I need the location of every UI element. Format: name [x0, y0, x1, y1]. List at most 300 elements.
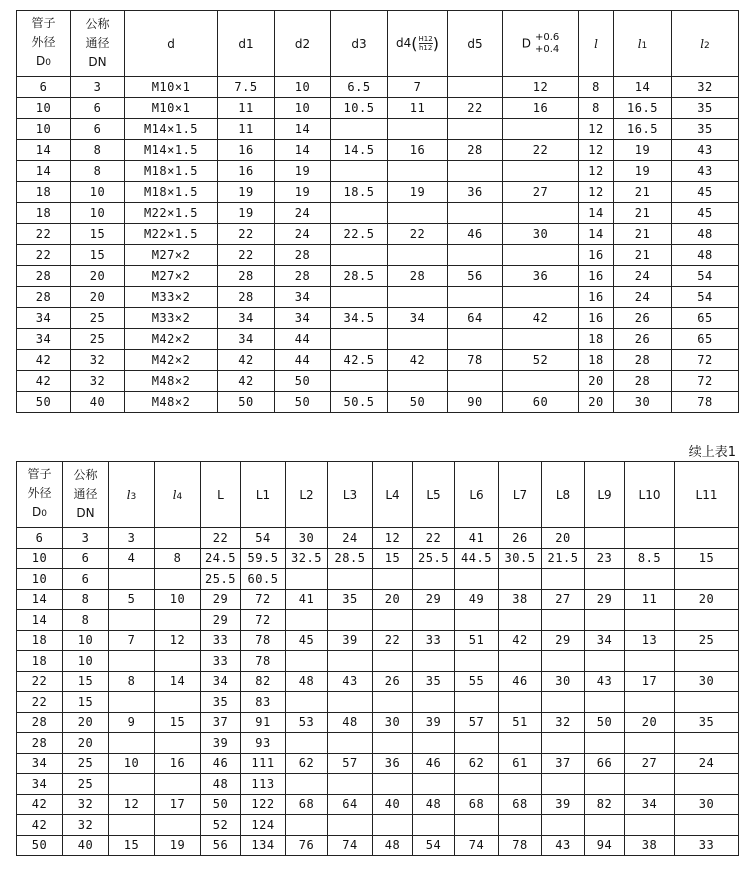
table-cell: 35	[328, 589, 373, 610]
table-cell: 34.5	[331, 308, 388, 329]
table-cell	[675, 651, 739, 672]
table-cell: 18	[579, 350, 614, 371]
table-row	[17, 140, 739, 161]
table-cell	[542, 733, 585, 754]
table-cell: 28	[218, 266, 275, 287]
table-cell: M33×2	[125, 287, 218, 308]
table-cell: 40	[71, 392, 125, 413]
table-cell: 12	[109, 794, 155, 815]
table-cell	[675, 569, 739, 590]
table-cell	[455, 651, 499, 672]
table-cell: 42	[218, 371, 275, 392]
header-nominal-bore	[71, 11, 125, 77]
table-cell: 50	[201, 794, 241, 815]
table-cell: 57	[455, 712, 499, 733]
table-cell	[585, 733, 625, 754]
table-cell	[388, 287, 448, 308]
table-cell: 41	[455, 528, 499, 549]
table-cell: M10×1	[125, 98, 218, 119]
table-cell: 16.5	[614, 98, 672, 119]
table-cell	[675, 774, 739, 795]
table-cell: 22	[503, 140, 579, 161]
table-cell: 24	[275, 224, 331, 245]
d4-tol-upper: H12	[418, 35, 433, 43]
table-cell: 28.5	[328, 548, 373, 569]
table-cell: 14	[579, 203, 614, 224]
table-cell	[109, 651, 155, 672]
table-cell	[455, 692, 499, 713]
table-cell: 36	[448, 182, 503, 203]
table-cell: 29	[542, 630, 585, 651]
table-cell	[585, 528, 625, 549]
table-cell: 16	[503, 98, 579, 119]
table-cell	[503, 203, 579, 224]
table-cell: 29	[201, 610, 241, 631]
table-cell: 42	[388, 350, 448, 371]
table-cell	[675, 692, 739, 713]
table-cell: 60.5	[241, 569, 286, 590]
table-cell	[455, 774, 499, 795]
table-cell: 15	[109, 835, 155, 856]
table-cell: 12	[503, 77, 579, 98]
table-cell: 16	[579, 308, 614, 329]
table-cell: 18.5	[331, 182, 388, 203]
table-cell: 10	[17, 98, 71, 119]
table-cell: 30	[503, 224, 579, 245]
table-cell	[109, 774, 155, 795]
table-cell: 3	[63, 528, 109, 549]
table-cell: 76	[286, 835, 328, 856]
table-cell: 12	[155, 630, 201, 651]
table-cell: 33	[675, 835, 739, 856]
table-cell: 34	[275, 308, 331, 329]
table-cell	[328, 733, 373, 754]
table-cell: 25	[71, 329, 125, 350]
header2-pipe-od-line1: 管子	[27, 467, 52, 481]
table-cell: 32	[672, 77, 739, 98]
table-cell: 10	[155, 589, 201, 610]
table-cell: 15	[675, 548, 739, 569]
table-cell: 22	[17, 245, 71, 266]
table-cell: 18	[579, 329, 614, 350]
table-cell: 8	[579, 98, 614, 119]
d4-tolerance-fraction	[419, 35, 433, 52]
table-cell: 22	[388, 224, 448, 245]
table-cell: 78	[672, 392, 739, 413]
table-cell	[455, 569, 499, 590]
table-cell: 24.5	[201, 548, 241, 569]
table-cell	[328, 692, 373, 713]
table-cell	[625, 733, 675, 754]
table-cell: 29	[201, 589, 241, 610]
table-cell: 48	[373, 835, 413, 856]
header-pipe-od-line1: 管子	[31, 16, 56, 30]
table-cell: 50	[275, 371, 331, 392]
table-cell: 54	[672, 266, 739, 287]
table-cell: 18	[17, 651, 63, 672]
table-cell	[331, 245, 388, 266]
table-cell: 39	[542, 794, 585, 815]
header2-L8: L8	[542, 462, 585, 528]
table-cell	[455, 733, 499, 754]
table-row	[17, 308, 739, 329]
table-row	[17, 712, 739, 733]
table-cell: 68	[499, 794, 542, 815]
table-cell	[625, 651, 675, 672]
table-cell: 16	[579, 245, 614, 266]
table-cell	[448, 161, 503, 182]
table-cell: 14	[155, 671, 201, 692]
table-cell: 24	[614, 287, 672, 308]
paren-close: )	[432, 34, 439, 53]
header2-L7: L7	[499, 462, 542, 528]
table-cell: 28	[17, 287, 71, 308]
table-cell: 12	[579, 119, 614, 140]
header2-L5: L5	[413, 462, 455, 528]
table-cell: 48	[328, 712, 373, 733]
table-cell: 16	[218, 140, 275, 161]
header2-nominal-line3: DN	[76, 506, 95, 520]
table-row	[17, 774, 739, 795]
table-cell: 90	[448, 392, 503, 413]
table-cell	[155, 569, 201, 590]
table-cell: 74	[328, 835, 373, 856]
header-pipe-od-line3	[17, 52, 70, 73]
table-cell: 29	[413, 589, 455, 610]
table-cell: M48×2	[125, 371, 218, 392]
header2-L6: L6	[455, 462, 499, 528]
table-cell	[331, 371, 388, 392]
table-cell: 28	[17, 266, 71, 287]
table-cell: 24	[328, 528, 373, 549]
table-cell: 42	[17, 815, 63, 836]
table-cell: 25.5	[413, 548, 455, 569]
table-cell: M18×1.5	[125, 161, 218, 182]
table-cell	[448, 77, 503, 98]
table-cell: 38	[625, 835, 675, 856]
table-cell: 34	[218, 329, 275, 350]
header-d2: d2	[275, 11, 331, 77]
table-row	[17, 203, 739, 224]
D-tol-upper: +0.6	[534, 31, 560, 43]
table-cell: 39	[201, 733, 241, 754]
table-cell	[373, 733, 413, 754]
table-cell: 34	[17, 308, 71, 329]
header2-L10: L10	[625, 462, 675, 528]
table-cell: 11	[218, 98, 275, 119]
table-cell	[373, 692, 413, 713]
table-cell: 42	[499, 630, 542, 651]
table-cell	[542, 774, 585, 795]
table-cell: 46	[448, 224, 503, 245]
table-cell: 40	[373, 794, 413, 815]
table-cell	[413, 692, 455, 713]
table-cell	[373, 815, 413, 836]
table-cell: 35	[413, 671, 455, 692]
table-cell	[109, 733, 155, 754]
table-cell: 19	[275, 182, 331, 203]
table-cell: 94	[585, 835, 625, 856]
table-row	[17, 651, 739, 672]
table-cell: 30	[542, 671, 585, 692]
table-cell	[373, 610, 413, 631]
table-cell: 14	[17, 610, 63, 631]
table-cell: 41	[286, 589, 328, 610]
table-cell: 14	[579, 224, 614, 245]
table-cell	[625, 569, 675, 590]
table-cell: 34	[17, 329, 71, 350]
table1-header-row	[17, 11, 739, 77]
table-cell: 24	[614, 266, 672, 287]
table-cell: 19	[155, 835, 201, 856]
table-cell	[448, 119, 503, 140]
table-cell: 33	[201, 651, 241, 672]
table-cell	[328, 569, 373, 590]
table-cell	[109, 610, 155, 631]
header2-L11: L11	[675, 462, 739, 528]
table-cell: 13	[625, 630, 675, 651]
table-row	[17, 610, 739, 631]
table-cell: 50	[275, 392, 331, 413]
table-cell: 34	[625, 794, 675, 815]
table-cell	[331, 119, 388, 140]
table-cell: 16	[218, 161, 275, 182]
table-cell: 28	[448, 140, 503, 161]
table-cell: 9	[109, 712, 155, 733]
table-cell: 40	[63, 835, 109, 856]
table-cell: 5	[109, 589, 155, 610]
table-cell: M22×1.5	[125, 224, 218, 245]
table-cell	[109, 692, 155, 713]
table-cell: 32	[63, 815, 109, 836]
table-cell: 60	[503, 392, 579, 413]
table-cell: 8	[71, 140, 125, 161]
table-row	[17, 371, 739, 392]
table-cell: 68	[455, 794, 499, 815]
table-cell: 21	[614, 245, 672, 266]
table-cell	[448, 245, 503, 266]
table2-body	[17, 528, 739, 856]
header2-l4	[155, 462, 201, 528]
table-cell: 91	[241, 712, 286, 733]
table-cell: 10	[109, 753, 155, 774]
table-cell: 12	[579, 161, 614, 182]
table-cell: 11	[218, 119, 275, 140]
table-cell: 6	[71, 119, 125, 140]
table-cell	[499, 733, 542, 754]
table-cell	[413, 610, 455, 631]
header-l2-label: l	[700, 36, 705, 51]
table-cell: 10	[275, 77, 331, 98]
table-cell	[388, 371, 448, 392]
table-cell: 6	[63, 569, 109, 590]
table-row	[17, 835, 739, 856]
table-cell: 32	[63, 794, 109, 815]
table-cell: 42	[17, 350, 71, 371]
table-cell: 25	[675, 630, 739, 651]
table-cell: 30	[675, 794, 739, 815]
table-cell: 39	[328, 630, 373, 651]
table-cell: 36	[373, 753, 413, 774]
table-cell	[388, 119, 448, 140]
table-cell: 35	[201, 692, 241, 713]
table-cell: 30	[286, 528, 328, 549]
table-cell	[503, 245, 579, 266]
table-cell: 48	[201, 774, 241, 795]
table-cell: 28	[614, 371, 672, 392]
table-cell: 68	[286, 794, 328, 815]
table-cell: 65	[672, 308, 739, 329]
table-cell	[328, 651, 373, 672]
header-D-label: D	[521, 36, 531, 50]
table-cell	[448, 203, 503, 224]
table-cell: 44	[275, 329, 331, 350]
table-cell: M14×1.5	[125, 119, 218, 140]
table-row	[17, 671, 739, 692]
table-cell	[155, 528, 201, 549]
header2-pipe-od	[17, 462, 63, 528]
table-cell	[448, 329, 503, 350]
header2-l3	[109, 462, 155, 528]
table-cell: 59.5	[241, 548, 286, 569]
table-cell	[542, 610, 585, 631]
table-cell: 54	[413, 835, 455, 856]
table-cell: M10×1	[125, 77, 218, 98]
table-cell: 66	[585, 753, 625, 774]
table-cell: 50	[17, 392, 71, 413]
table-cell: 32.5	[286, 548, 328, 569]
table-cell: 45	[286, 630, 328, 651]
header2-nominal-line1: 公称	[73, 468, 98, 482]
header-d4	[388, 11, 448, 77]
table-cell: 34	[17, 753, 63, 774]
table-cell: 11	[625, 589, 675, 610]
header-nominal-line3: DN	[88, 55, 107, 69]
table-row	[17, 548, 739, 569]
dimension-table-continued	[16, 461, 739, 856]
header-l-label: l	[594, 36, 598, 51]
table-cell: 20	[63, 712, 109, 733]
table-cell: 53	[286, 712, 328, 733]
header-pipe-od	[17, 11, 71, 77]
table-cell	[155, 692, 201, 713]
table-cell	[328, 815, 373, 836]
table-cell: 30	[675, 671, 739, 692]
table-row	[17, 161, 739, 182]
table-cell: 24	[275, 203, 331, 224]
table-cell	[286, 692, 328, 713]
table-row	[17, 329, 739, 350]
table-cell	[455, 610, 499, 631]
table-cell: 50	[585, 712, 625, 733]
table-cell	[109, 569, 155, 590]
table-cell	[675, 733, 739, 754]
table-cell	[413, 815, 455, 836]
table-cell: 34	[17, 774, 63, 795]
table-cell: 122	[241, 794, 286, 815]
table-cell: 14.5	[331, 140, 388, 161]
header2-l4-sub: 4	[176, 491, 183, 502]
table-cell: 42.5	[331, 350, 388, 371]
table-cell: 82	[585, 794, 625, 815]
table-cell: 6	[71, 98, 125, 119]
table-row	[17, 589, 739, 610]
header2-L2: L2	[286, 462, 328, 528]
table-cell: 28	[17, 733, 63, 754]
table-cell: 15	[71, 245, 125, 266]
table-row	[17, 77, 739, 98]
table-cell	[675, 528, 739, 549]
table-cell: M22×1.5	[125, 203, 218, 224]
table-row	[17, 630, 739, 651]
table-cell	[625, 610, 675, 631]
table-cell: 28	[275, 245, 331, 266]
table-cell: 51	[455, 630, 499, 651]
table-cell: M14×1.5	[125, 140, 218, 161]
table-cell: 49	[455, 589, 499, 610]
table-cell: 14	[17, 161, 71, 182]
table-cell: 7	[388, 77, 448, 98]
table-cell: 21	[614, 224, 672, 245]
table-cell: 6	[17, 77, 71, 98]
table-cell: 10	[275, 98, 331, 119]
table-cell	[542, 692, 585, 713]
table-row	[17, 815, 739, 836]
table-cell: 14	[17, 589, 63, 610]
table-cell: 23	[585, 548, 625, 569]
table-cell: 52	[503, 350, 579, 371]
table-cell: 18	[17, 630, 63, 651]
table-cell: 4	[109, 548, 155, 569]
table-cell: 42	[17, 371, 71, 392]
table-cell: 22	[17, 224, 71, 245]
table-cell: M33×2	[125, 308, 218, 329]
header-l1-sub: 1	[641, 40, 648, 51]
table-cell	[413, 651, 455, 672]
table-cell: 50.5	[331, 392, 388, 413]
table-cell: 22.5	[331, 224, 388, 245]
table-cell: 22	[218, 224, 275, 245]
table-cell: 15	[71, 224, 125, 245]
table-cell: 55	[455, 671, 499, 692]
table-cell: 134	[241, 835, 286, 856]
table-cell: 21	[614, 182, 672, 203]
table-cell: 35	[672, 119, 739, 140]
table-cell	[328, 774, 373, 795]
header-l2	[672, 11, 739, 77]
table-cell	[499, 815, 542, 836]
dimension-table-main	[16, 10, 739, 413]
table-cell	[585, 692, 625, 713]
table-cell: 28	[388, 266, 448, 287]
table-cell: 52	[201, 815, 241, 836]
table-cell	[155, 774, 201, 795]
table-cell: 20	[373, 589, 413, 610]
table-cell: 20	[579, 371, 614, 392]
table-cell: 46	[499, 671, 542, 692]
table-cell: 42	[17, 794, 63, 815]
table-cell: 14	[275, 119, 331, 140]
table-cell: 22	[201, 528, 241, 549]
table-cell: 34	[201, 671, 241, 692]
table-cell: M27×2	[125, 245, 218, 266]
table-cell	[542, 815, 585, 836]
table-cell	[413, 733, 455, 754]
table-cell: 37	[201, 712, 241, 733]
table-cell	[585, 569, 625, 590]
table-cell: 20	[625, 712, 675, 733]
table-cell: 22	[17, 692, 63, 713]
